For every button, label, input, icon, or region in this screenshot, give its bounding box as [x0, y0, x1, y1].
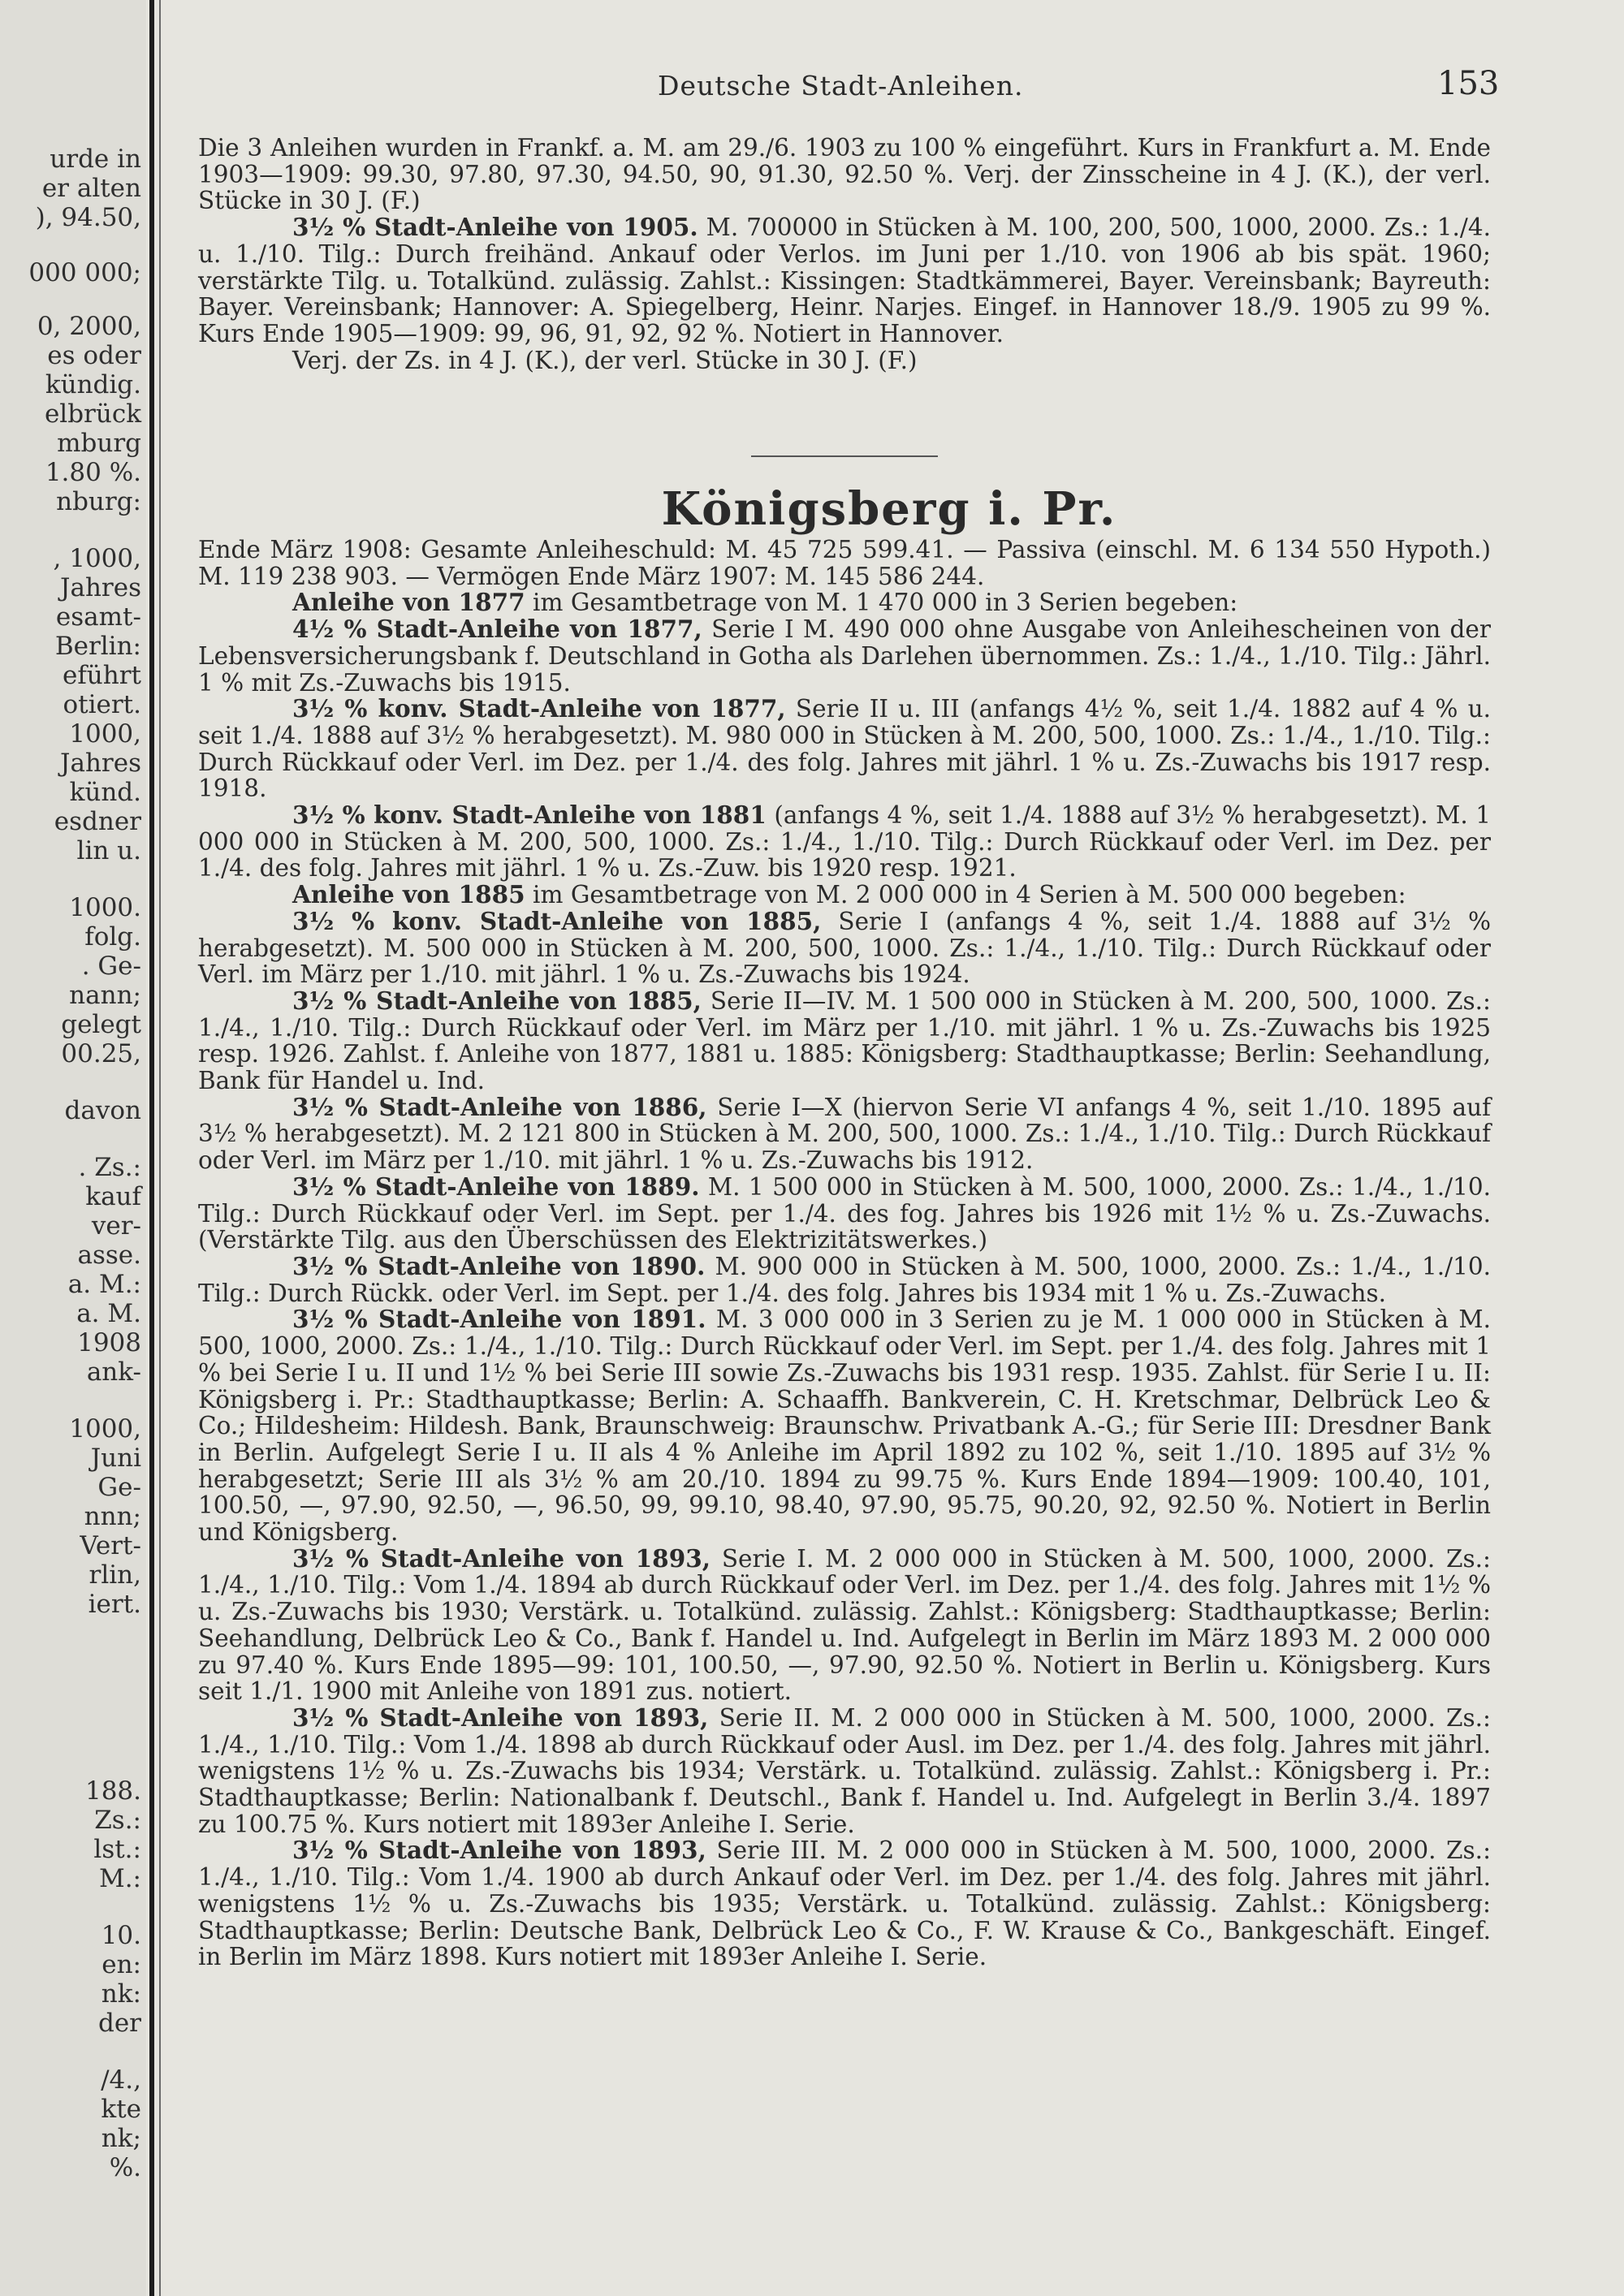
bond-heading: 3½ % Stadt-Anleihe von 1893,	[292, 1836, 706, 1865]
margin-fragment: Jahres	[60, 749, 141, 778]
bond-paragraph	[198, 1837, 1491, 1970]
margin-fragment: es oder	[47, 341, 141, 370]
bond-paragraph	[198, 802, 1491, 882]
margin-fragment: a. M.:	[67, 1270, 141, 1299]
bond-paragraph	[198, 1306, 1491, 1545]
margin-fragment: ank-	[86, 1357, 141, 1387]
margin-fragment: asse.	[77, 1241, 141, 1270]
margin-fragment: nk;	[101, 2124, 141, 2153]
top-section	[198, 135, 1491, 373]
margin-fragment: Jahres	[60, 573, 141, 602]
bond-body: im Gesamtbetrage von M. 2 000 000 in 4 Serien à M. 500 000 begeben:	[525, 881, 1406, 909]
bond-body: Serie I M. 490 000 ohne Ausgabe von Anleihescheinen von der Lebensversicherungsbank f. Deutschland in Gotha als Darlehen übernommen. Zs.: 1./4., 1./10. Tilg.: Jährl. 1 % mit Zs.-Zuwachs bis 1915.	[198, 615, 1491, 697]
margin-fragment: /4.,	[101, 2065, 141, 2095]
top-paragraph-3: Verj. der Zs. in 4 J. (K.), der verl. Stücke in 30 J. (F.)	[292, 346, 918, 374]
margin-fragment: Juni	[90, 1444, 141, 1473]
bond-heading: 3½ % Stadt-Anleihe von 1893,	[292, 1703, 709, 1732]
margin-fragment: otiert.	[63, 690, 141, 719]
binding-gutter-line	[149, 0, 154, 2296]
margin-fragment: 1000.	[69, 893, 141, 922]
margin-fragment: esamt-	[55, 602, 141, 632]
bond-heading: 3½ % konv. Stadt-Anleihe von 1881	[292, 801, 767, 830]
bond-paragraph	[198, 589, 1491, 616]
bond-heading: 3½ % Stadt-Anleihe von 1893,	[292, 1543, 711, 1573]
margin-fragment: 10.	[101, 1921, 141, 1950]
bond-body: Serie I. M. 2 000 000 in Stücken à M. 500, 1000, 2000. Zs.: 1./4., 1./10. Tilg.: Vom 1./4. 1894 ab durch Rückkauf oder Verl. im Dez. per 1./4. des folg. Jahres mit 1½ % u. Zs.-Zuwachs bis 1930; Verstärk. u. Totalkünd. zulässig. Zahlst.: Königsberg: Stadthauptkasse; Berlin: Seehandlung, Delbrück Leo & Co., Bank f. Handel u. Ind. Aufgelegt in Berlin im März 1893 M. 2 000 000 zu 97.40 %. Kurs Ende 1895—99: 101, 100.50, —, 97.90, 92.50 %. Notiert in Berlin u. Königsberg. Kurs seit 1./1. 1900 mit Anleihe von 1891 zus. notiert.	[198, 1544, 1491, 1706]
bond-heading: 3½ % Stadt-Anleihe von 1889.	[292, 1172, 700, 1201]
margin-fragment: Berlin:	[54, 632, 141, 661]
margin-fragment: kündig.	[45, 370, 141, 399]
bond-body: Serie III. M. 2 000 000 in Stücken à M. 500, 1000, 2000. Zs.: 1./4., 1./10. Tilg.: Vom 1./4. 1900 ab durch Ankauf oder Verl. im Dez. per 1./4. des folg. Jahres mit jährl. wenigstens 1½ % u. Zs.-Zuwachs bis 1935; Verstärk. u. Totalkünd. zulässig. Zahlst.: Königsberg: Stadthauptkasse; Berlin: Deutsche Bank, Delbrück Leo & Co., F. W. Krause & Co., Bankgeschäft. Eingef. in Berlin im März 1898. Kurs notiert mit 1893er Anleihe I. Serie.	[198, 1836, 1492, 1971]
top-paragraph-2	[198, 214, 1491, 347]
margin-fragment: elbrück	[44, 399, 141, 429]
bond-paragraph	[198, 1705, 1491, 1838]
bond-paragraph	[198, 908, 1491, 988]
city-debt-summary: Ende März 1908: Gesamte Anleiheschuld: M. 45 725 599.41. — Passiva (einschl. M. 6 134 550 Hypoth.) M. 119 238 903. — Vermögen Ende März 1907: M. 145 586 244.	[198, 536, 1491, 590]
bond-heading: 3½ % konv. Stadt-Anleihe von 1877,	[292, 694, 786, 723]
bond-paragraph	[198, 1251, 1491, 1307]
margin-fragment: . Ge-	[81, 952, 141, 981]
margin-fragment: ), 94.50,	[35, 203, 141, 232]
adjacent-page-margin	[0, 0, 146, 2296]
bond-heading: 3½ % Stadt-Anleihe von 1905.	[292, 213, 698, 242]
bond-heading: 3½ % konv. Stadt-Anleihe von 1885,	[292, 906, 822, 935]
binding-gutter-line-thin	[159, 0, 161, 2296]
margin-fragment: lst.:	[93, 1835, 141, 1864]
margin-fragment: iert.	[88, 1590, 141, 1619]
margin-fragment: nburg:	[56, 487, 141, 516]
bond-paragraph-list	[198, 589, 1491, 1970]
bond-paragraph	[198, 882, 1491, 908]
bond-body: M. 700000 in Stücken à M. 100, 200, 500, 1000, 2000. Zs.: 1./4. u. 1./10. Tilg.: Durch freihänd. Ankauf oder Verlos. im Juni per 1./10. von 1906 ab bis spät. 1960; verstärkte Tilg. u. Totalkünd. zulässig. Zahlst.: Kissingen: Stadtkämmerei, Bayer. Vereinsbank; Bayreuth: Bayer. Vereinsbank; Hannover: A. Spiegelberg, Heinr. Narjes. Eingef. in Hannover 18./9. 1905 zu 99 %. Kurs Ende 1905—1909: 99, 96, 91, 92, 92 %. Notiert in Hannover.	[198, 214, 1491, 347]
top-paragraph-1: Die 3 Anleihen wurden in Frankf. a. M. am 29./6. 1903 zu 100 % eingeführt. Kurs in Frankfurt a. M. Ende 1903—1909: 99.30, 97.80, 97.30, 94.50, 90, 91.30, 92.50 %. Verj. der Zinsscheine in 4 J. (K.), der verl. Stücke in 30 J. (F.)	[198, 134, 1491, 215]
koenigsberg-section	[198, 537, 1491, 1970]
margin-fragment: nk:	[101, 1979, 141, 2009]
bond-heading: 4½ % Stadt-Anleihe von 1877,	[292, 615, 702, 644]
city-heading: Königsberg i. Pr.	[661, 482, 1117, 536]
page-number: 153	[1437, 65, 1500, 102]
margin-fragment: nann;	[69, 981, 141, 1010]
bond-paragraph	[198, 1543, 1491, 1706]
margin-fragment: en:	[102, 1950, 141, 1979]
margin-fragment: künd.	[69, 778, 141, 807]
margin-fragment: folg.	[84, 922, 141, 952]
bond-heading: 3½ % Stadt-Anleihe von 1890.	[292, 1251, 706, 1280]
bond-body: Serie II u. III (anfangs 4½ %, seit 1./4. 1882 auf 4 % u. seit 1./4. 1888 auf 3½ % herabgesetzt). M. 980 000 in Stücken à M. 200, 500, 1000. Zs.: 1./4., 1./10. Tilg.: Durch Rückkauf oder Verl. im Dez. per 1./4. des folg. Jahres mit jährl. 1 % u. Zs.-Zuwachs bis 1917 resp. 1918.	[198, 695, 1491, 803]
running-title: Deutsche Stadt-Anleihen.	[658, 70, 1024, 101]
margin-fragment: eführt	[62, 661, 141, 690]
margin-fragment: 000 000;	[28, 258, 141, 287]
margin-fragment: 1000,	[69, 1414, 141, 1444]
margin-fragment: a. M.	[76, 1299, 141, 1328]
bond-body: Serie I—X (hiervon Serie VI anfangs 4 %, seit 1./10. 1895 auf 3½ % herabgesetzt). M. 2 121 800 in Stücken à M. 200, 500, 1000. Zs.: 1./4., 1./10. Tilg.: Durch Rückkauf oder Verl. im März per 1./10. mit jährl. 1 % u. Zs.-Zuwachs bis 1912.	[198, 1093, 1491, 1175]
margin-fragment: kauf	[85, 1182, 141, 1211]
bond-heading: Anleihe von 1885	[292, 880, 525, 909]
margin-fragment: rlin,	[89, 1560, 141, 1590]
margin-fragment: Vert-	[80, 1531, 141, 1560]
margin-fragment: nnn;	[84, 1502, 141, 1531]
bond-heading: 3½ % Stadt-Anleihe von 1885,	[292, 986, 702, 1015]
margin-fragment: 0, 2000,	[37, 312, 141, 341]
margin-fragment: er alten	[41, 174, 141, 203]
bond-body: Serie II. M. 2 000 000 in Stücken à M. 500, 1000, 2000. Zs.: 1./4., 1./10. Tilg.: Vom 1./4. 1898 ab durch Rückkauf oder Ausl. im Dez. per 1./4. des folg. Jahres mit jährl. wenigstens 1½ % u. Zs.-Zuwachs bis 1934; Verstärk. u. Totalkünd. zulässig. Zahlst.: Königsberg i. Pr.: Stadthauptkasse; Berlin: Nationalbank f. Deutschl., Bank f. Handel u. Ind. Aufgelegt in Berlin 3./4. 1897 zu 100.75 %. Kurs notiert mit 1893er Anleihe I. Serie.	[198, 1703, 1491, 1838]
margin-fragment: esdner	[54, 807, 141, 836]
margin-fragment: 00.25,	[61, 1039, 141, 1068]
margin-fragment: 188.	[84, 1776, 141, 1806]
margin-fragment: gelegt	[61, 1010, 141, 1039]
bond-paragraph	[198, 1094, 1491, 1174]
margin-fragment: der	[97, 2009, 141, 2038]
margin-fragment: 1.80 %.	[45, 458, 141, 487]
margin-fragment: mburg	[57, 429, 141, 458]
bond-heading: 3½ % Stadt-Anleihe von 1886,	[292, 1092, 707, 1121]
margin-fragment: urde in	[50, 145, 141, 174]
bond-paragraph	[198, 1174, 1491, 1254]
bond-body: (anfangs 4 %, seit 1./4. 1888 auf 3½ % herabgesetzt). M. 1 000 000 in Stücken à M. 200, 500, 1000. Zs.: 1./4., 1./10. Tilg.: Durch Rückkauf oder Verl. im Dez. per 1./4. des folg. Jahres mit jährl. 1 % u. Zs.-Zuw. bis 1920 resp. 1921.	[198, 801, 1491, 883]
bond-body: Serie I (anfangs 4 %, seit 1./4. 1888 auf 3½ % herabgesetzt). M. 500 000 in Stücken à M. 200, 500, 1000. Zs.: 1./4., 1./10. Tilg.: Durch Rückkauf oder Verl. im März per 1./10. mit jährl. 1 % u. Zs.-Zuwachs bis 1924.	[198, 907, 1492, 989]
bond-heading: Anleihe von 1877	[292, 588, 525, 617]
margin-fragment: . Zs.:	[78, 1153, 141, 1182]
bond-body: M. 3 000 000 in 3 Serien zu je M. 1 000 000 in Stücken à M. 500, 1000, 2000. Zs.: 1./4., 1./10. Tilg.: Durch Rückkauf oder Verl. im Sept. per 1./4. des folg. Jahres mit 1 % bei Serie I u. II und 1½ % bei Serie III sowie Zs.-Zuwachs bis 1931 resp. 1935. Zahlst. für Serie I u. II: Königsberg i. Pr.: Stadthauptkasse; Berlin: A. Schaaffh. Bankverein, C. H. Kretschmar, Delbrück Leo & Co.; Hildesheim: Hildesh. Bank, Braunschweig: Braunschw. Privatbank A.-G.; für Serie III: Dresdner Bank in Berlin. Aufgelegt Serie I u. II als 4 % Anleihe im April 1892 zu 102 %, seit 1./10. 1895 auf 3½ % herabgesetzt; Serie III als 3½ % am 20./10. 1894 zu 99.75 %. Kurs Ende 1894—1909: 100.40, 101, 100.50, —, 97.90, 92.50, —, 96.50, 99, 99.10, 98.40, 97.90, 95.75, 90.20, 92, 92.50 %. Notiert in Berlin und Königsberg.	[198, 1306, 1492, 1547]
margin-fragment: , 1000,	[53, 544, 141, 573]
margin-fragment: lin u.	[76, 836, 141, 865]
margin-fragment: davon	[64, 1096, 141, 1125]
bond-body: im Gesamtbetrage von M. 1 470 000 in 3 Serien begeben:	[525, 589, 1238, 617]
margin-fragment: 1908	[77, 1328, 141, 1357]
margin-fragment: Ge-	[97, 1473, 141, 1502]
margin-fragment: Zs.:	[94, 1806, 141, 1835]
bond-paragraph	[198, 616, 1491, 696]
margin-fragment: ver-	[91, 1211, 141, 1241]
bond-paragraph	[198, 696, 1491, 802]
section-divider	[751, 455, 938, 457]
margin-fragment: kte	[101, 2095, 141, 2124]
margin-fragment: M.:	[98, 1864, 141, 1893]
bond-heading: 3½ % Stadt-Anleihe von 1891.	[292, 1305, 706, 1334]
bond-body: M. 900 000 in Stücken à M. 500, 1000, 2000. Zs.: 1./4., 1./10. Tilg.: Durch Rückk. oder Verl. im Sept. per 1./4. des folg. Jahres bis 1934 mit 1 % u. Zs.-Zuwachs.	[198, 1252, 1491, 1307]
margin-fragment: %.	[109, 2153, 141, 2182]
bond-paragraph	[198, 988, 1491, 1094]
bond-body: M. 1 500 000 in Stücken à M. 500, 1000, 2000. Zs.: 1./4., 1./10. Tilg.: Durch Rückkauf oder Verl. im Sept. per 1./4. des fog. Jahres bis 1926 mit 1½ % u. Zs.-Zuwachs. (Verstärkte Tilg. aus den Überschüssen des Elektrizitätswerkes.)	[198, 1172, 1492, 1254]
margin-fragment: 1000,	[69, 719, 141, 749]
bond-body: Serie II—IV. M. 1 500 000 in Stücken à M. 200, 500, 1000. Zs.: 1./4., 1./10. Tilg.: Durch Rückkauf oder Verl. im März per 1./10. mit jährl. 1 % u. Zs.-Zuwachs bis 1925 resp. 1926. Zahlst. f. Anleihe von 1877, 1881 u. 1885: Königsberg: Stadthauptkasse; Berlin: Seehandlung, Bank für Handel u. Ind.	[198, 986, 1491, 1095]
